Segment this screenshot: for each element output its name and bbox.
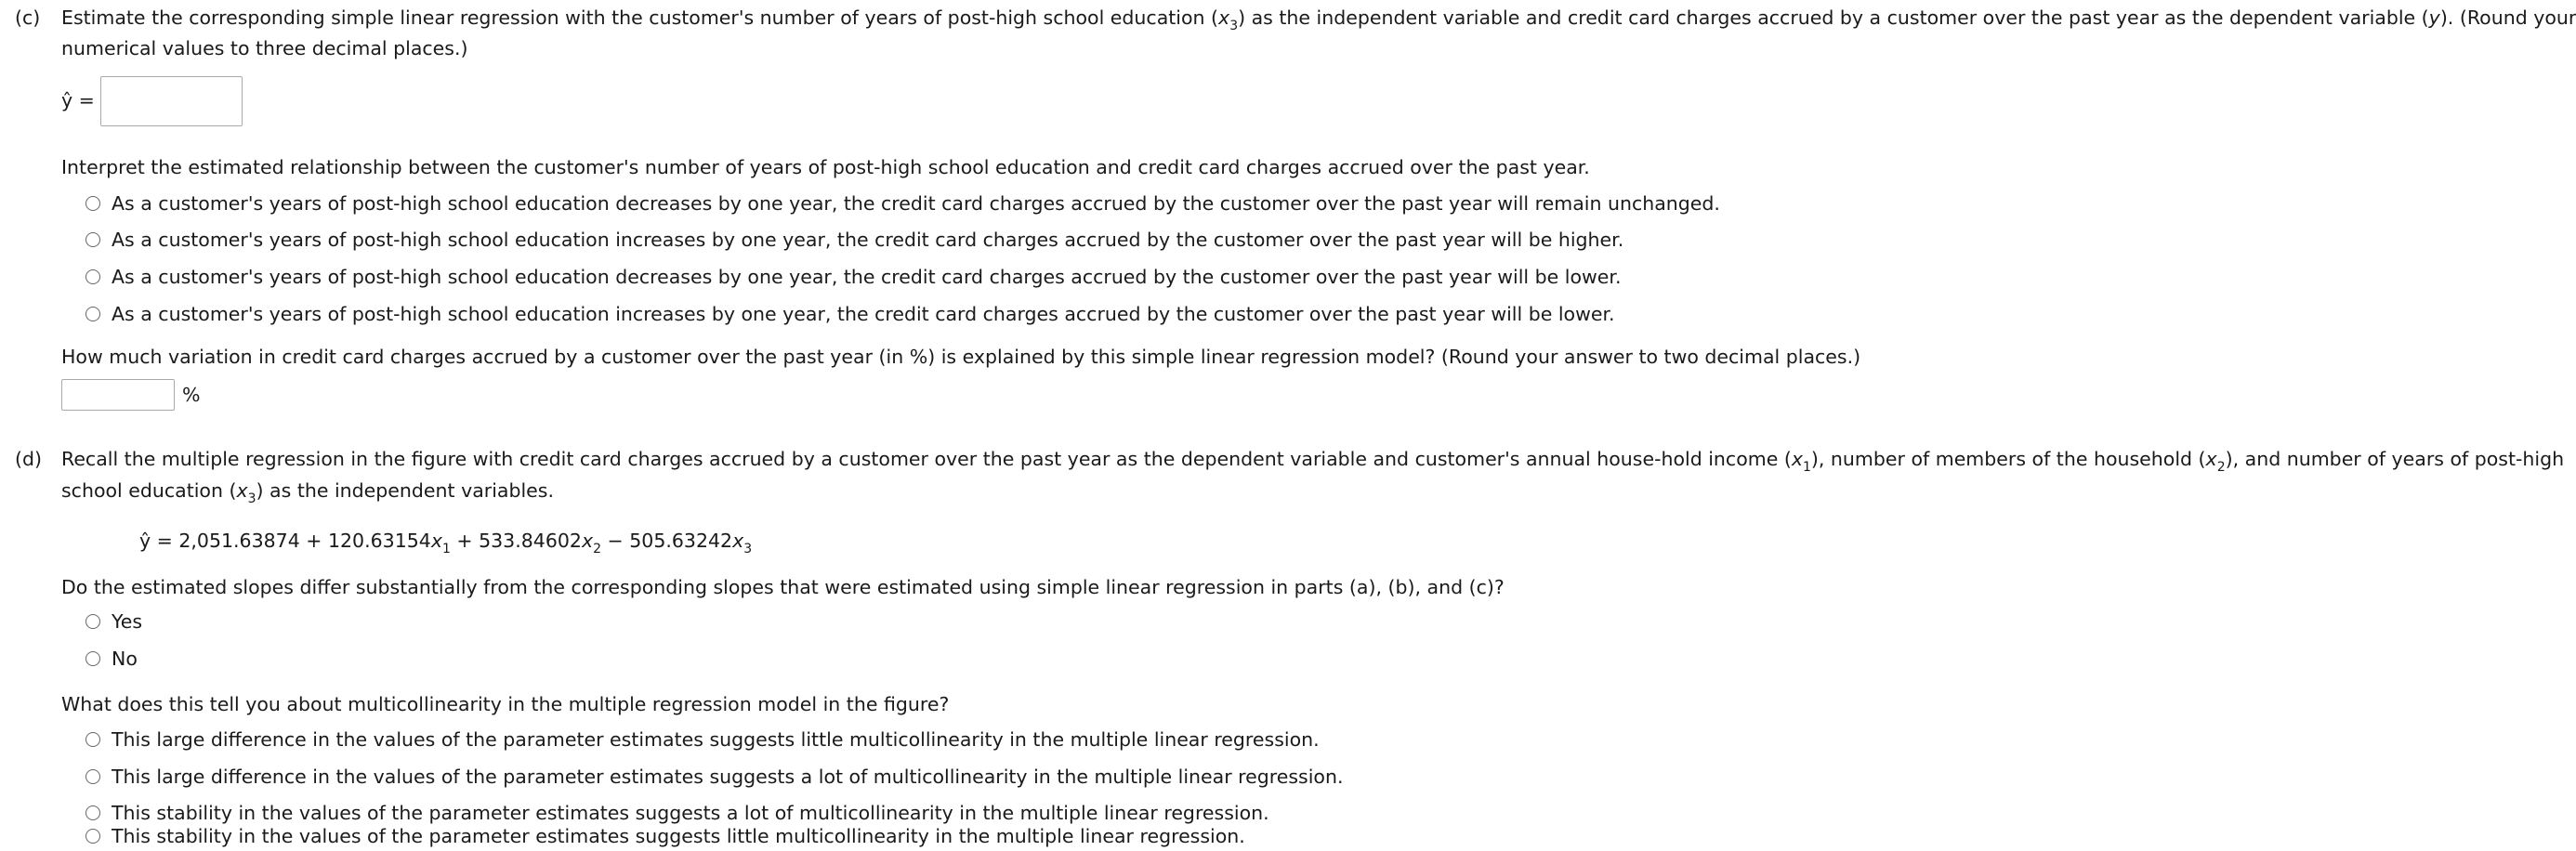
part-d-intro-line1: Recall the multiple regression in the figure with credit card charges accrued by a customer over the past year as the dependent variable and customer's annual house-hold income $(x_1)$, number of members of the household $(x_2)$, and number of years of post-high	[61, 448, 2565, 475]
option-text: This stability in the values of the parameter estimates suggests a lot of multicollinearity in the multiple linear regression.	[112, 802, 1269, 824]
option-text: As a customer's years of post-high school education increases by one year, the credit card charges accrued by the customer over the past year will be lower.	[112, 303, 1615, 325]
option-text: As a customer's years of post-high school education increases by one year, the credit card charges accrued by the customer over the past year will be higher.	[112, 229, 1624, 251]
slopes-option-yes[interactable]	[85, 609, 142, 635]
interpret-option-4[interactable]	[85, 301, 1615, 327]
interpret-option-3[interactable]	[85, 264, 1621, 290]
multi-option-3[interactable]	[85, 800, 1269, 826]
radio-button[interactable]	[85, 307, 100, 321]
radio-button[interactable]	[85, 829, 100, 844]
part-c-label: (c)	[15, 7, 41, 29]
option-text: This large difference in the values of the parameter estimates suggests little multicollinearity in the multiple linear regression.	[112, 728, 1320, 751]
radio-button[interactable]	[85, 232, 100, 247]
regression-equation-input[interactable]	[100, 76, 243, 126]
percent-unit: %	[182, 384, 201, 406]
part-d-label: (d)	[15, 448, 43, 470]
radio-button[interactable]	[85, 732, 100, 747]
variation-percent-input[interactable]	[61, 379, 175, 411]
option-text: As a customer's years of post-high school education decreases by one year, the credit card charges accrued by the customer over the past year will remain unchanged.	[112, 192, 1720, 215]
option-text: As a customer's years of post-high school education decreases by one year, the credit card charges accrued by the customer over the past year will be lower.	[112, 266, 1622, 288]
option-text: Yes	[112, 610, 143, 633]
part-c-question-line2: numerical values to three decimal places.)	[61, 37, 468, 59]
part-d-intro-line2: school education $(x_3)$ as the independent variables.	[61, 479, 554, 506]
radio-button[interactable]	[85, 269, 100, 284]
option-text: This stability in the values of the parameter estimates suggests little multicollinearity in the multiple linear regression.	[112, 825, 1245, 847]
slopes-option-no[interactable]	[85, 646, 138, 672]
radio-button[interactable]	[85, 651, 100, 666]
variation-prompt: How much variation in credit card charges accrued by a customer over the past year (in %) is explained by this simple linear regression model? (Round your answer to two decimal places.)	[61, 346, 1861, 368]
radio-button[interactable]	[85, 769, 100, 784]
multi-option-2[interactable]	[85, 764, 1343, 790]
radio-button[interactable]	[85, 805, 100, 820]
radio-button[interactable]	[85, 196, 100, 211]
regression-equation: ŷ = $2,051.63874 + 120.63154x_1 + 533.84602x_2 - 505.63242x_3$	[139, 530, 753, 556]
yhat-label: ŷ =	[61, 89, 95, 111]
part-c-question-line1: Estimate the corresponding simple linear regression with the customer's number of years of post-high school education $(x_3)$ as the independent variable and credit card charges accrued by a customer over the past year as the dependent variable (y). (Round your	[61, 7, 2576, 33]
radio-button[interactable]	[85, 614, 100, 629]
multi-option-1[interactable]	[85, 727, 1320, 753]
multi-option-4[interactable]	[85, 823, 1245, 849]
option-text: No	[112, 648, 138, 670]
slopes-prompt: Do the estimated slopes differ substantially from the corresponding slopes that were estimated using simple linear regression in parts (a), (b), and (c)?	[61, 576, 1505, 598]
interpret-option-2[interactable]	[85, 227, 1623, 253]
interpret-prompt: Interpret the estimated relationship between the customer's number of years of post-high school education and credit card charges accrued over the past year.	[61, 156, 1590, 178]
option-text: This large difference in the values of the parameter estimates suggests a lot of multicollinearity in the multiple linear regression.	[112, 766, 1344, 788]
multicollinearity-prompt: What does this tell you about multicollinearity in the multiple regression model in the figure?	[61, 693, 950, 715]
interpret-option-1[interactable]	[85, 190, 1720, 216]
